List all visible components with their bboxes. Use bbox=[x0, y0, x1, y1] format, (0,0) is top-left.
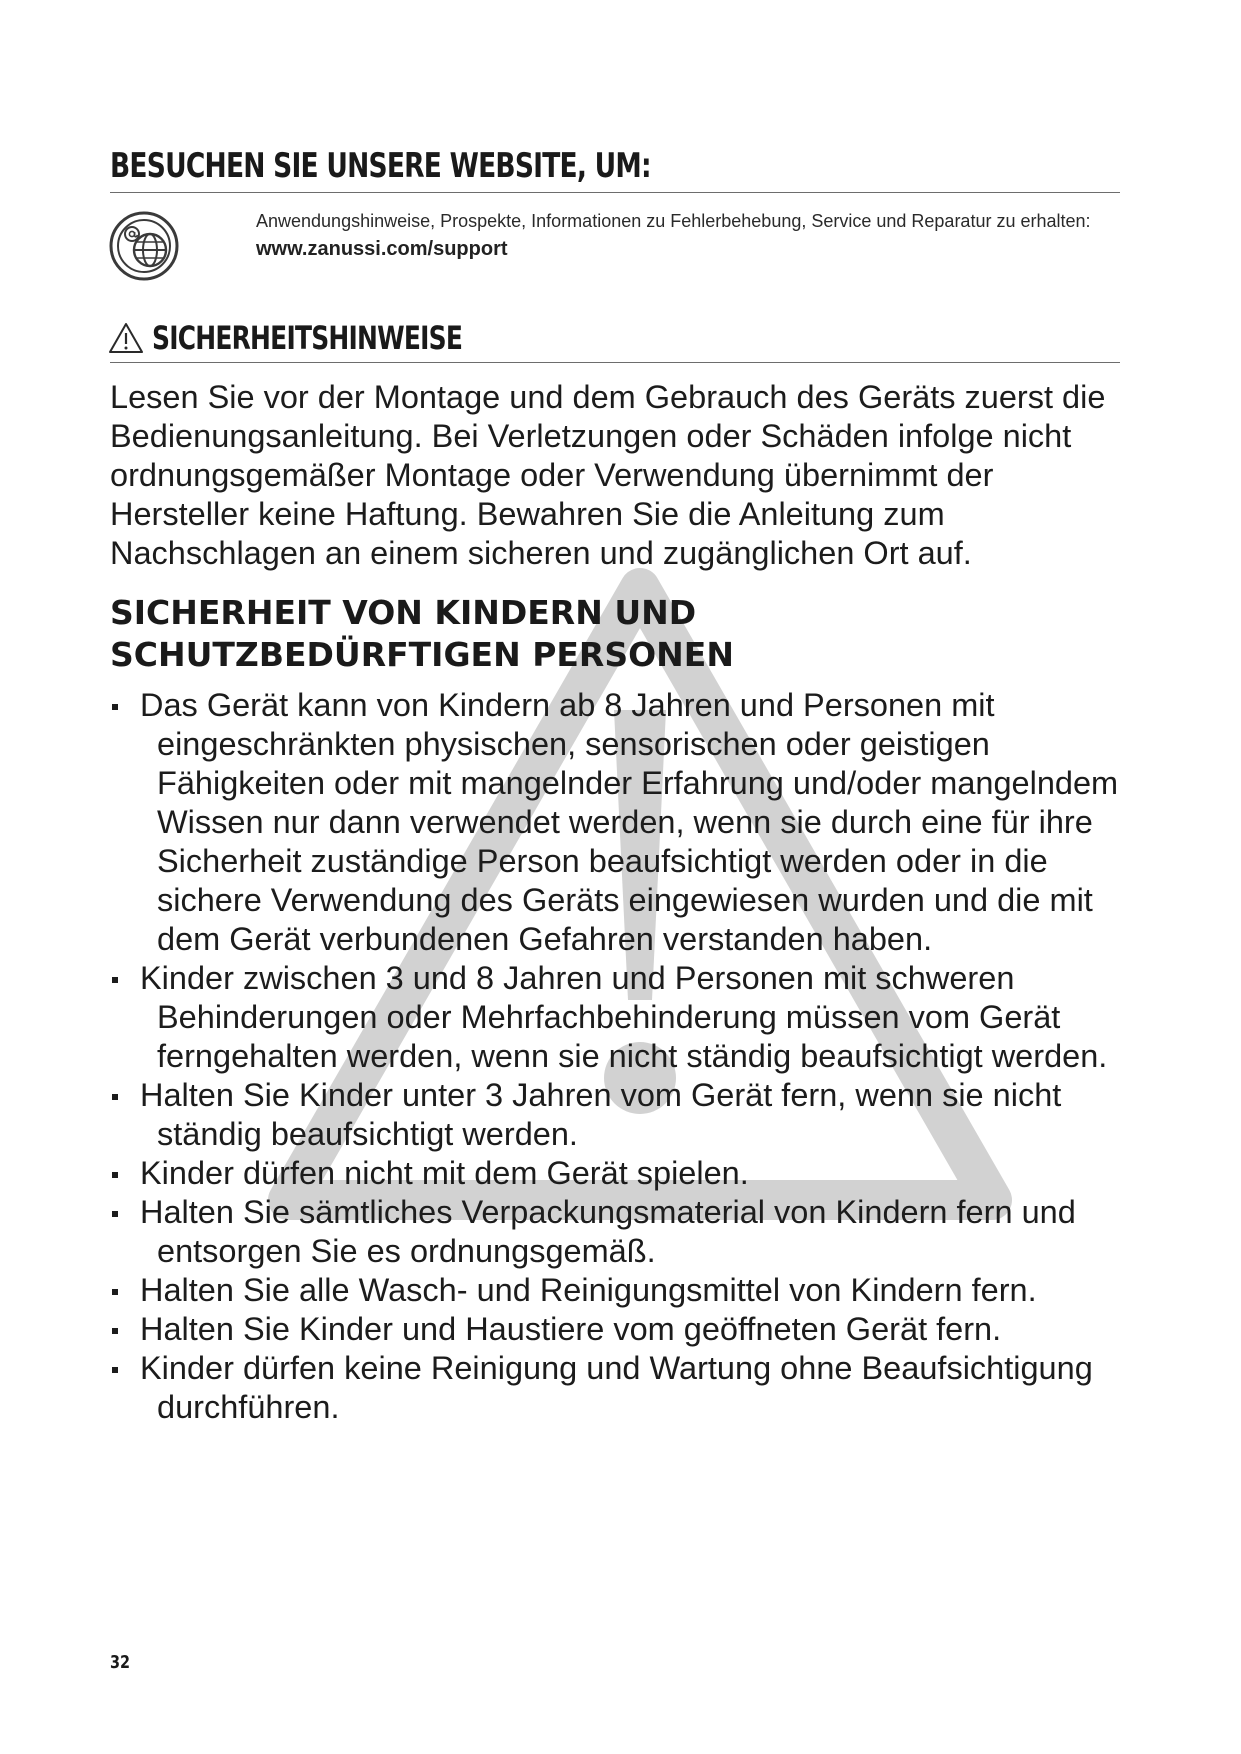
bullet-marker bbox=[112, 1172, 118, 1178]
child-safety-heading-line-2: SCHUTZBEDÜRFTIGEN PERSONEN bbox=[110, 635, 734, 674]
list-item-text: Das Gerät kann von Kindern ab 8 Jahren und Personen mit eingeschränkten physischen, sensorischen oder geistigen Fähigkeiten oder mit mangelnder Erfahrung und/oder mangelndem Wissen nur dann verwendet werden, wenn sie durch eine für ihre Sicherheit zuständige Person beaufsichtigt werden oder in die sichere Verwendung des Geräts eingewiesen wurden und die mit dem Gerät verbundenen Gefahren verstanden haben. bbox=[140, 687, 1119, 957]
list-item bbox=[110, 959, 1130, 1076]
list-item-text: Kinder zwischen 3 und 8 Jahren und Personen mit schweren Behinderungen oder Mehrfachbehinderung müssen vom Gerät ferngehalten werden, wenn sie nicht ständig beaufsichtigt werden. bbox=[140, 960, 1108, 1074]
list-item bbox=[110, 686, 1130, 959]
bullet-marker bbox=[112, 1289, 118, 1295]
list-item-text: Halten Sie alle Wasch- und Reinigungsmittel von Kindern fern. bbox=[140, 1272, 1037, 1308]
visit-website-heading: BESUCHEN SIE UNSERE WEBSITE, UM: bbox=[110, 146, 651, 186]
list-item bbox=[110, 1349, 1130, 1427]
list-item bbox=[110, 1271, 1130, 1310]
list-item bbox=[110, 1193, 1130, 1271]
child-safety-list bbox=[110, 686, 1130, 1427]
list-item bbox=[110, 1076, 1130, 1154]
list-item bbox=[110, 1154, 1130, 1193]
safety-heading: SICHERHEITSHINWEISE bbox=[152, 319, 463, 357]
child-safety-heading bbox=[110, 592, 734, 676]
bullet-marker bbox=[112, 1094, 118, 1100]
list-item-text: Kinder dürfen keine Reinigung und Wartung ohne Beaufsichtigung durchführen. bbox=[140, 1350, 1093, 1425]
list-item bbox=[110, 1310, 1130, 1349]
website-info bbox=[256, 210, 1126, 261]
child-safety-heading-line-1: SICHERHEIT VON KINDERN UND bbox=[110, 593, 697, 632]
warning-triangle-icon bbox=[108, 322, 144, 354]
list-item-text: Halten Sie sämtliches Verpackungsmaterial von Kindern fern und entsorgen Sie es ordnungsgemäß. bbox=[140, 1194, 1076, 1269]
bullet-marker bbox=[112, 1367, 118, 1373]
web-globe-icon bbox=[108, 210, 180, 282]
support-url-link[interactable]: www.zanussi.com/support bbox=[256, 238, 508, 260]
page-number: 32 bbox=[110, 1652, 131, 1673]
list-item-text: Kinder dürfen nicht mit dem Gerät spielen. bbox=[140, 1155, 749, 1191]
intro-paragraph: Lesen Sie vor der Montage und dem Gebrauch des Geräts zuerst die Bedienungsanleitung. Bei Verletzungen oder Schäden infolge nicht ordnungsgemäßer Montage oder Verwendung übernimmt der Hersteller keine Haftung. Bewahren Sie die Anleitung zum Nachschlagen an einem sicheren und zugänglichen Ort auf. bbox=[110, 379, 1106, 571]
list-item-text: Halten Sie Kinder und Haustiere vom geöffneten Gerät fern. bbox=[140, 1311, 1002, 1347]
bullet-marker bbox=[112, 1328, 118, 1334]
bullet-marker bbox=[112, 977, 118, 983]
list-item-text: Halten Sie Kinder unter 3 Jahren vom Gerät fern, wenn sie nicht ständig beaufsichtigt werden. bbox=[140, 1077, 1062, 1152]
website-description: Anwendungshinweise, Prospekte, Informationen zu Fehlerbehebung, Service und Reparatur zu erhalten: bbox=[256, 211, 1091, 231]
heading-divider bbox=[110, 192, 1120, 193]
bullet-marker bbox=[112, 704, 118, 710]
bullet-marker bbox=[112, 1211, 118, 1217]
section-divider bbox=[110, 362, 1120, 363]
